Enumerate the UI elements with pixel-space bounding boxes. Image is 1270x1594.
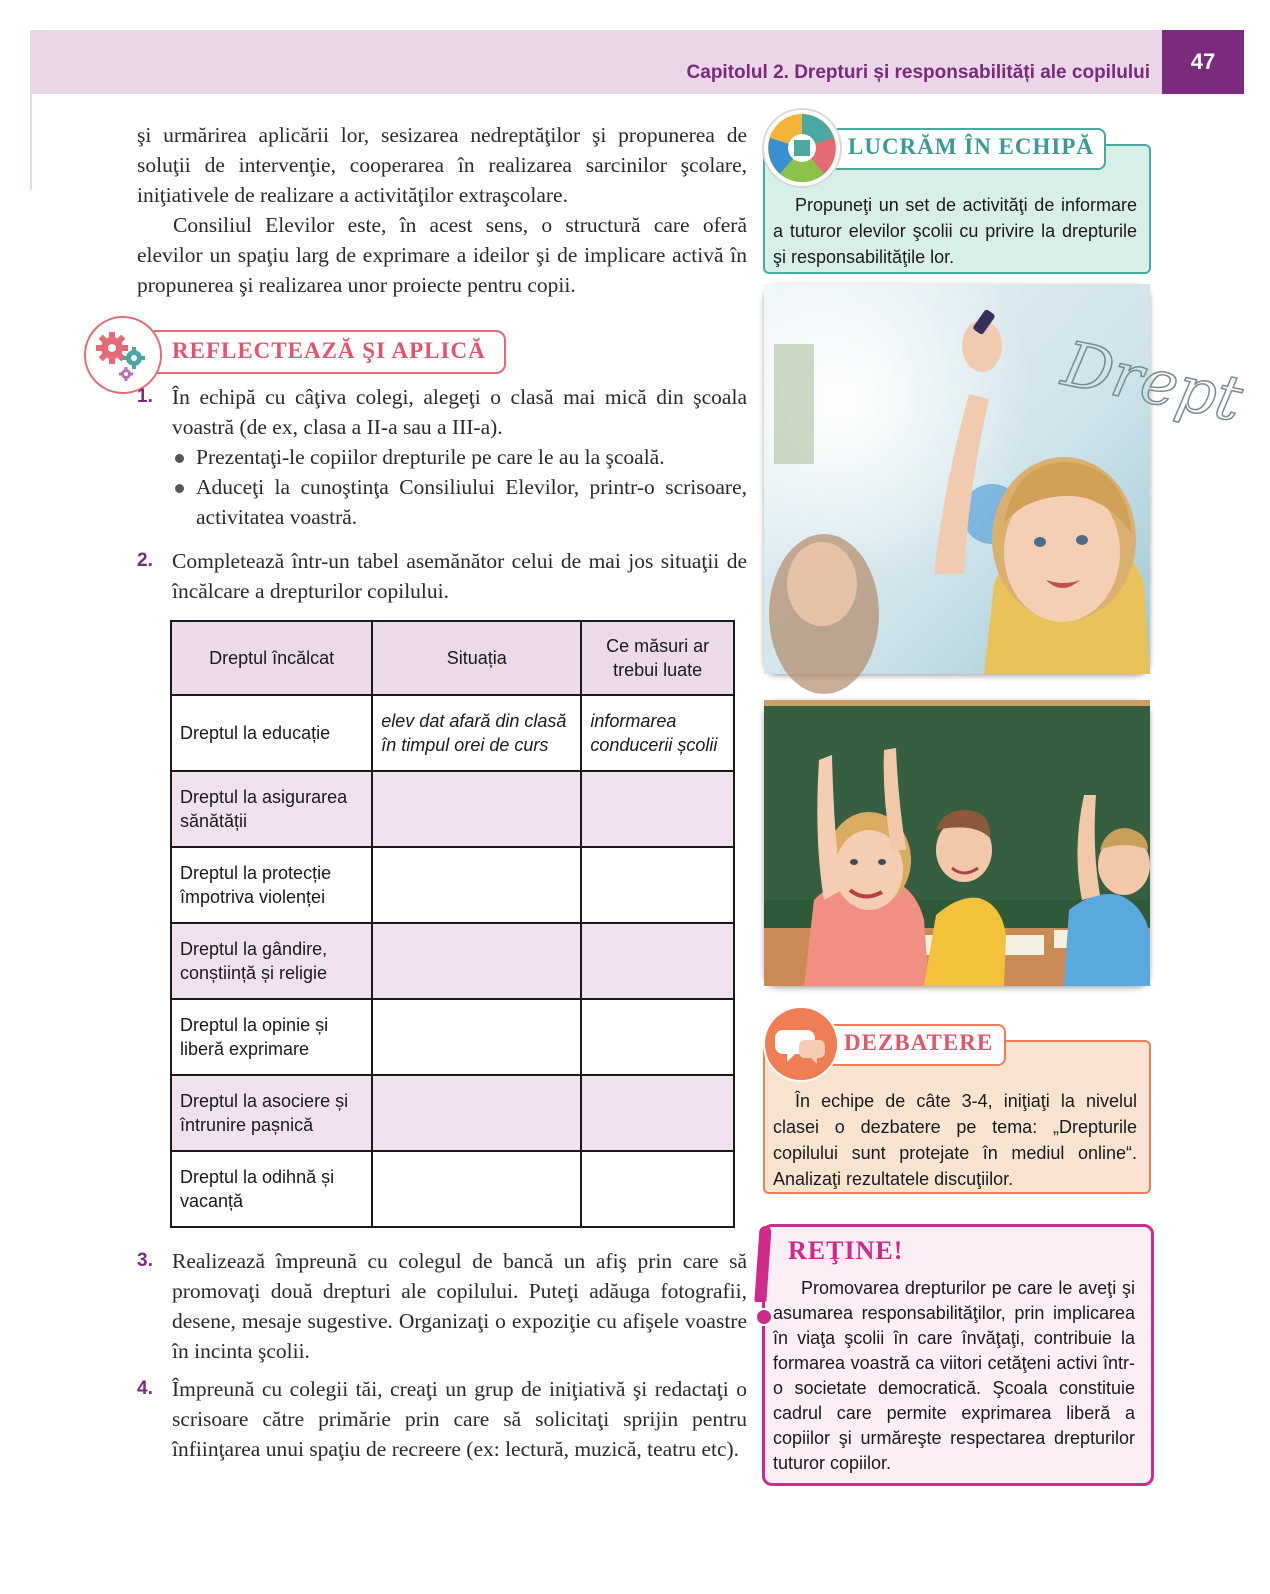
bullet-dot — [175, 454, 184, 463]
table-cell-right: Dreptul la odihnă și vacanță — [171, 1151, 372, 1227]
retine-text: Promovarea drepturilor pe care le aveţi şi asumarea responsabilităţilor, prin implicarea în viaţa şcolii în care învăţaţi, contribuie la formarea voastră ca viitori cetăţeni activi într-o societate democratică. Şcoala constituie cadrul care permite exprimarea liberă a copiilor şi urmăreşte respectarea drepturilor tuturor copiilor. — [773, 1278, 1135, 1473]
dezbatere-label: DEZBATERE — [844, 1030, 994, 1055]
table-row — [171, 771, 734, 847]
page-number: 47 — [1162, 30, 1244, 94]
table-row — [171, 1151, 734, 1227]
task-number: 4. — [137, 1378, 153, 1399]
table-cell-right: Dreptul la educație — [171, 695, 372, 771]
table-cell-measures — [581, 1151, 734, 1227]
lucram-text: Propuneţi un set de activităţi de informare a tuturor elevilor şcolii cu privire la drepturile şi responsabilităţile lor. — [773, 195, 1137, 267]
bullet-text: Aduceţi la cunoştinţa Consiliului Elevilor, printr-o scrisoare, activitatea voastră. — [196, 475, 747, 529]
table-row — [171, 847, 734, 923]
intro-text — [137, 120, 747, 300]
task-text: În echipă cu câţiva colegi, alegeţi o clasă mai mică din şcoala voastră (de ex, clasa a II-a sau a III-a). — [172, 385, 747, 439]
table-header: Ce măsuri ar trebui luate — [581, 621, 734, 695]
table-cell-right: Dreptul la gândire, conștiință și religie — [171, 923, 372, 999]
table-cell-situation — [372, 1151, 581, 1227]
task-bullet — [172, 442, 747, 472]
exclamation-dot-icon — [755, 1308, 773, 1326]
table-cell-right: Dreptul la opinie și liberă exprimare — [171, 999, 372, 1075]
table-cell-situation — [372, 771, 581, 847]
table-cell-right: Dreptul la asociere și întrunire pașnică — [171, 1075, 372, 1151]
table-cell-right: Dreptul la asigurarea sănătății — [171, 771, 372, 847]
task-text: Realizează împreună cu colegul de bancă un afiş prin care să promovaţi două drepturi ale copilului. Puteţi adăuga fotografii, desene, mesaje sugestive. Organizaţi o expoziţie cu afişele voastre în incinta şcolii. — [172, 1249, 747, 1363]
bullet-dot — [175, 484, 184, 493]
chapter-title: Capitolul 2. Drepturi și responsabilități ale copilului — [686, 62, 1150, 83]
intro-paragraph-1: şi urmărirea aplicării lor, sesizarea nedreptăţilor şi propunerea de soluţii de intervenţie, cooperarea în realizarea sarcinilor şcolare, iniţiativele de realizare a activităţilor extraşcolare. — [137, 123, 747, 207]
bullet-text: Prezentaţi-le copiilor drepturile pe care le au la şcoală. — [196, 445, 665, 469]
table-header: Situația — [372, 621, 581, 695]
table-cell-situation — [372, 923, 581, 999]
table-cell-measures: informarea conducerii școlii — [581, 695, 734, 771]
table-cell-measures — [581, 1075, 734, 1151]
table-row — [171, 1075, 734, 1151]
table-cell-measures — [581, 923, 734, 999]
task-bullet — [172, 472, 747, 532]
table-cell-situation — [372, 1075, 581, 1151]
table-row — [171, 999, 734, 1075]
task-2 — [137, 546, 747, 606]
table-row — [171, 695, 734, 771]
table-cell-measures — [581, 771, 734, 847]
task-text: Completează într-un tabel asemănător celui de mai jos situaţii de încălcare a drepturilor copilului. — [172, 549, 747, 603]
table-cell-situation: elev dat afară din clasă în timpul orei de curs — [372, 695, 581, 771]
table-header-row — [171, 621, 734, 695]
task-number: 1. — [137, 386, 153, 407]
task-number: 3. — [137, 1250, 153, 1271]
speech-bubbles-icon — [763, 1006, 839, 1082]
retine-label: REŢINE! — [788, 1236, 904, 1265]
puzzle-circle-icon — [762, 108, 842, 188]
table-cell-measures — [581, 999, 734, 1075]
intro-paragraph-2: Consiliul Elevilor este, în acest sens, o structură care oferă elevilor un spaţiu larg de exprimare a ideilor şi de implicare activă în propunerea şi realizarea unor proiecte pentru copii. — [137, 213, 747, 297]
rights-table — [170, 620, 735, 1228]
table-cell-measures — [581, 847, 734, 923]
girl-writing-on-glass-board-photo — [764, 284, 1249, 674]
reflect-label: REFLECTEAZĂ ŞI APLICĂ — [172, 338, 486, 363]
left-rule — [30, 94, 32, 190]
table-row — [171, 923, 734, 999]
task-4 — [137, 1374, 747, 1464]
table-cell-right: Dreptul la protecție împotriva violenței — [171, 847, 372, 923]
children-raising-hands-in-class-photo — [764, 700, 1150, 986]
photo-board-word: Drept — [1056, 326, 1249, 436]
task-number: 2. — [137, 550, 153, 571]
task-3 — [137, 1246, 747, 1366]
table-header: Dreptul încălcat — [171, 621, 372, 695]
lucram-label: LUCRĂM ÎN ECHIPĂ — [848, 134, 1094, 159]
task-text: Împreună cu colegii tăi, creaţi un grup de iniţiativă şi redactaţi o scrisoare către primărie prin care să solicitaţi sprijin pentru înfiinţarea unui spaţiu de recreere (ex: lectură, muzică, teatru etc). — [172, 1377, 747, 1461]
table-cell-situation — [372, 999, 581, 1075]
table-cell-situation — [372, 847, 581, 923]
dezbatere-text: În echipe de câte 3-4, iniţiaţi la nivelul clasei o dezbatere pe tema: „Drepturile copilului sunt protejate în mediul online“. Analizaţi rezultatele discuţiilor. — [773, 1091, 1137, 1189]
task-1 — [137, 382, 747, 532]
